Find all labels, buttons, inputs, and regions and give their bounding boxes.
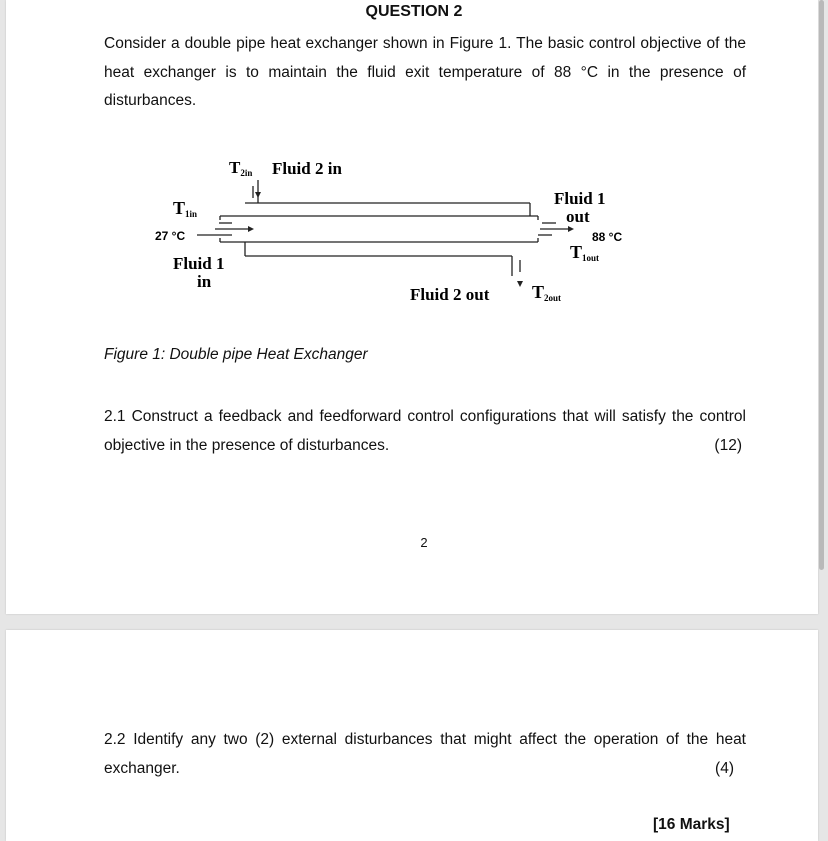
page-number: 2 [420,535,428,550]
total-marks: [16 Marks] [653,816,730,833]
temp-out-label: 88 °C [592,230,623,244]
sub-question-2-2-text: 2.2 Identify any two (2) external disturbances that might affect the operation of the heat exchanger. [104,731,746,777]
fluid1-in-label-line2: in [197,272,212,291]
temp-in-label: 27 °C [155,229,186,243]
figure-caption: Figure 1: Double pipe Heat Exchanger [104,346,368,363]
sub-question-2-2-marks: (4) [715,759,734,777]
fluid1-out-label-line2: out [566,207,590,226]
t2in-label: T2in [229,158,253,178]
fluid1-in-label-line1: Fluid 1 [173,254,225,273]
t1in-label: T1in [173,198,198,219]
fluid2-in-label: Fluid 2 in [272,159,342,178]
t2out-label: T2out [532,282,562,303]
scrollbar[interactable] [819,0,824,570]
heat-exchanger-figure [140,150,660,320]
sub-question-2-1 [104,403,746,460]
sub-question-2-1-marks: (12) [714,436,742,454]
question-intro: Consider a double pipe heat exchanger shown in Figure 1. The basic control objective of the heat exchanger is to maintain the fluid exit temperature of 88 °C in the presence of disturbances. [104,35,746,109]
question-heading: QUESTION 2 [365,3,463,20]
fluid1-out-label-line1: Fluid 1 [554,189,606,208]
sub-question-2-2 [104,726,746,783]
fluid2-out-label: Fluid 2 out [410,285,490,304]
sub-question-2-1-text: 2.1 Construct a feedback and feedforward control configurations that will satisfy the control objective in the presence of disturbances. [104,408,746,454]
t1out-label: T1out [570,242,600,263]
